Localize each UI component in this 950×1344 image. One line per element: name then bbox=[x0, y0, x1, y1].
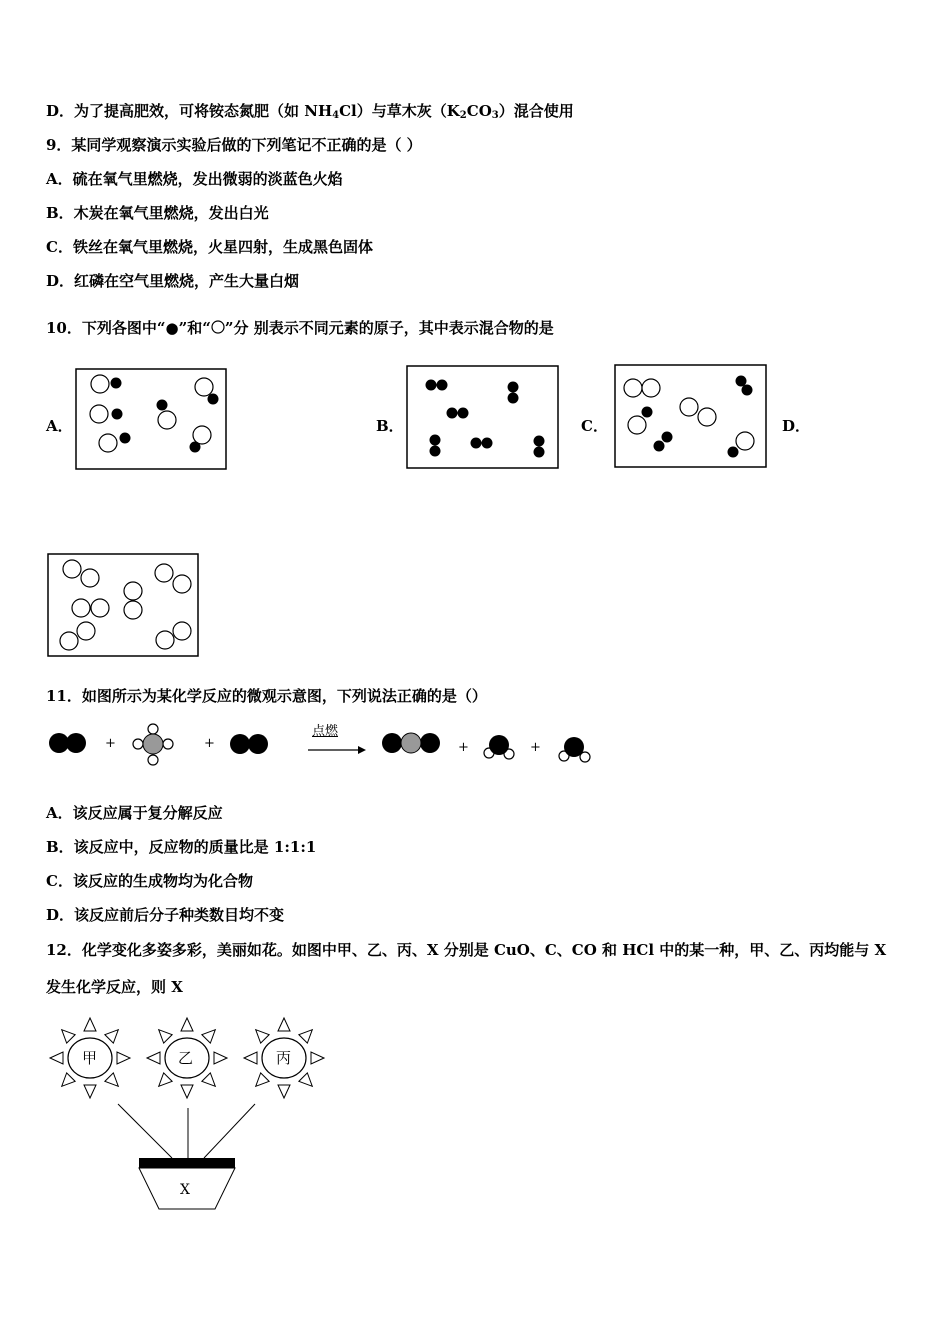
white-atom bbox=[193, 426, 211, 444]
black-atom bbox=[642, 407, 653, 418]
white-atom bbox=[158, 411, 176, 429]
black-atom bbox=[426, 380, 437, 391]
petal bbox=[278, 1085, 290, 1098]
pot-label-x: X bbox=[180, 1182, 190, 1198]
white-atom-icon bbox=[211, 321, 225, 335]
petal bbox=[244, 1052, 257, 1064]
pot-rim bbox=[139, 1158, 235, 1168]
petal bbox=[84, 1085, 96, 1098]
q12-stem-line2: 发生化学反应，则 X bbox=[46, 978, 183, 996]
black-atom bbox=[471, 438, 482, 449]
white-atom bbox=[63, 560, 81, 578]
q10-option-a-label: A． bbox=[46, 417, 73, 435]
white-atom bbox=[156, 631, 174, 649]
q11-option-c: C．该反应的生成物均为化合物 bbox=[46, 872, 253, 890]
arrow-head bbox=[358, 746, 366, 754]
black-atom bbox=[728, 447, 739, 458]
flower-label-bing: 丙 bbox=[276, 1049, 292, 1067]
petal bbox=[311, 1052, 324, 1064]
black-atom bbox=[437, 380, 448, 391]
black-atom bbox=[534, 436, 545, 447]
q11-option-d: D．该反应前后分子种类数目均不变 bbox=[46, 906, 285, 924]
petal bbox=[299, 1030, 312, 1043]
white-atom bbox=[642, 379, 660, 397]
petal bbox=[147, 1052, 160, 1064]
black-atom bbox=[447, 408, 458, 419]
q10-option-c-label: C． bbox=[581, 417, 608, 435]
petal bbox=[181, 1018, 193, 1031]
white-atom bbox=[148, 755, 158, 765]
black-atom bbox=[736, 376, 747, 387]
plus-sign: + bbox=[458, 740, 469, 755]
black-atom bbox=[742, 385, 753, 396]
black-atom bbox=[534, 447, 545, 458]
black-atom bbox=[190, 442, 201, 453]
petal bbox=[181, 1085, 193, 1098]
black-atom bbox=[489, 735, 509, 755]
petal bbox=[214, 1052, 227, 1064]
black-atom bbox=[157, 400, 168, 411]
petal bbox=[159, 1030, 172, 1043]
flower-label-jia: 甲 bbox=[82, 1049, 98, 1067]
petal bbox=[62, 1073, 75, 1086]
white-atom bbox=[628, 416, 646, 434]
petal bbox=[256, 1073, 269, 1086]
plus-sign: + bbox=[204, 736, 215, 751]
q9-option-c: C．铁丝在氧气里燃烧，火星四射，生成黑色固体 bbox=[46, 238, 373, 256]
white-atom bbox=[148, 724, 158, 734]
white-atom bbox=[81, 569, 99, 587]
white-atom bbox=[195, 378, 213, 396]
black-atom bbox=[564, 737, 584, 757]
q9-option-a: A．硫在氧气里燃烧，发出微弱的淡蓝色火焰 bbox=[46, 170, 343, 188]
plus-sign: + bbox=[530, 740, 541, 755]
black-atom bbox=[112, 409, 123, 420]
white-atom bbox=[698, 408, 716, 426]
black-atom bbox=[120, 433, 131, 444]
flower-label-yi: 乙 bbox=[178, 1049, 194, 1067]
black-atom bbox=[508, 382, 519, 393]
white-atom bbox=[72, 599, 90, 617]
black-atom bbox=[66, 733, 86, 753]
petal bbox=[62, 1030, 75, 1043]
q11-reaction-diagram bbox=[40, 720, 640, 780]
white-atom bbox=[90, 405, 108, 423]
white-atom bbox=[77, 622, 95, 640]
petal bbox=[202, 1030, 215, 1043]
petal bbox=[117, 1052, 130, 1064]
white-atom bbox=[173, 575, 191, 593]
q12-stem-line1: 12．化学变化多姿多彩，美丽如花。如图中甲、乙、丙、X 分别是 CuO、C、CO 和 HCl 中的某一种，甲、乙、丙均能与 X bbox=[46, 941, 887, 959]
q10-stem: 10．下列各图中“●”和“ ”分 别表示不同元素的原子，其中表示混合物的是 bbox=[46, 319, 554, 337]
grey-atom bbox=[401, 733, 421, 753]
petal bbox=[278, 1018, 290, 1031]
white-atom bbox=[124, 582, 142, 600]
white-atom bbox=[624, 379, 642, 397]
petal bbox=[50, 1052, 63, 1064]
stem bbox=[204, 1104, 255, 1158]
reaction-condition: 点燃 bbox=[312, 724, 339, 739]
stem bbox=[118, 1104, 172, 1158]
white-atom bbox=[133, 739, 143, 749]
black-atom bbox=[430, 446, 441, 457]
white-atom bbox=[124, 601, 142, 619]
black-atom bbox=[482, 438, 493, 449]
white-atom bbox=[91, 375, 109, 393]
black-atom bbox=[420, 733, 440, 753]
black-atom bbox=[382, 733, 402, 753]
white-atom bbox=[60, 632, 78, 650]
q10-diagram-d bbox=[47, 553, 199, 657]
grey-atom bbox=[143, 734, 163, 754]
black-atom bbox=[430, 435, 441, 446]
black-atom bbox=[248, 734, 268, 754]
q10-diagram-b bbox=[406, 365, 559, 469]
petal bbox=[202, 1073, 215, 1086]
white-atom bbox=[155, 564, 173, 582]
petal bbox=[159, 1073, 172, 1086]
black-atom bbox=[111, 378, 122, 389]
petal bbox=[256, 1030, 269, 1043]
white-atom bbox=[91, 599, 109, 617]
black-atom bbox=[654, 441, 665, 452]
black-atom bbox=[508, 393, 519, 404]
q10-option-b-label: B． bbox=[376, 417, 404, 435]
q10-diagram-c bbox=[614, 364, 767, 468]
petal bbox=[299, 1073, 312, 1086]
white-atom bbox=[680, 398, 698, 416]
q11-option-b: B．该反应中，反应物的质量比是 1:1:1 bbox=[46, 838, 317, 856]
petal bbox=[84, 1018, 96, 1031]
white-atom bbox=[736, 432, 754, 450]
q12-flower-diagram bbox=[44, 1016, 344, 1216]
white-atom bbox=[99, 434, 117, 452]
q9-stem: 9．某同学观察演示实验后做的下列笔记不正确的是（ ） bbox=[46, 136, 422, 154]
white-atom bbox=[173, 622, 191, 640]
black-atom bbox=[208, 394, 219, 405]
black-atom bbox=[662, 432, 673, 443]
q10-diagram-a bbox=[75, 368, 227, 470]
q10-option-d-label: D． bbox=[782, 417, 811, 435]
petal bbox=[105, 1030, 118, 1043]
petal bbox=[105, 1073, 118, 1086]
plus-sign: + bbox=[105, 736, 116, 751]
q8-option-d: D．为了提高肥效，可将铵态氮肥（如 $NH_4Cl$）与草木灰$(K_2CO_3)$混合使用 bbox=[46, 102, 574, 121]
white-atom bbox=[163, 739, 173, 749]
q9-option-b: B．木炭在氧气里燃烧，发出白光 bbox=[46, 204, 269, 222]
black-atom bbox=[458, 408, 469, 419]
black-atom bbox=[230, 734, 250, 754]
q11-option-a: A．该反应属于复分解反应 bbox=[46, 804, 223, 822]
q9-option-d: D．红磷在空气里燃烧，产生大量白烟 bbox=[46, 272, 300, 290]
q11-stem: 11．如图所示为某化学反应的微观示意图，下列说法正确的是（） bbox=[46, 687, 487, 705]
